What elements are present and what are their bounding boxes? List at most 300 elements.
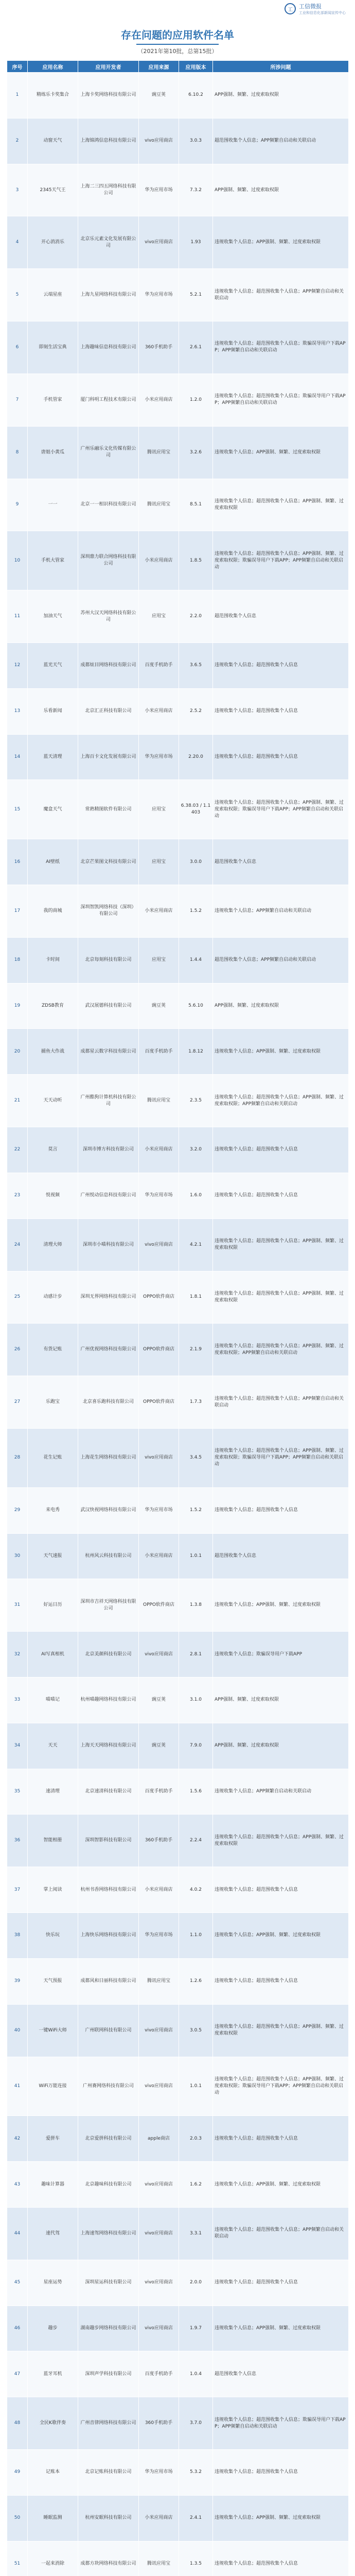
cell-app-name: 动窗天气	[28, 118, 78, 164]
table-row	[7, 590, 349, 643]
cell-no: 49	[7, 2450, 28, 2496]
cell-developer: 杭州风云科技有限公司	[78, 1533, 139, 1579]
cell-no: 10	[7, 531, 28, 590]
cell-source: 华为应用市场	[139, 1913, 179, 1959]
cell-source: 小米应用商店	[139, 1127, 179, 1173]
cell-source: 豌豆荚	[139, 983, 179, 1029]
cell-app-name: 云端星座	[28, 269, 78, 321]
cell-source: 豌豆荚	[139, 73, 179, 118]
cell-developer: 北京喜乐跑科技有限公司	[78, 1376, 139, 1429]
cell-issues: 违规收集个人信息；超范围收集个人信息；APP强制、频繁、过度索取权限；欺骗误导用户下载APP；APP频繁自启动和关联启动	[213, 1428, 349, 1487]
cell-app-name: 魔盒天气	[28, 780, 78, 839]
cell-no: 27	[7, 1376, 28, 1429]
cell-issues: 违规收集个人信息；超范围收集个人信息；APP强制、频繁、过度索取权限	[213, 479, 349, 531]
cell-developer: 武汉展德科技有限公司	[78, 983, 139, 1029]
cell-no: 48	[7, 2397, 28, 2450]
cell-developer: 深圳鼎力联合网络科技有限公司	[78, 531, 139, 590]
cell-source: vivo应用商店	[139, 216, 179, 269]
table-row	[7, 2260, 349, 2306]
cell-no: 17	[7, 885, 28, 938]
cell-app-name: 智能相册	[28, 1815, 78, 1867]
title-divider	[136, 44, 219, 45]
cell-no: 11	[7, 590, 28, 643]
cell-developer: 成都炫目网络科技有限公司	[78, 642, 139, 688]
cell-developer: 杭州安眠科技有限公司	[78, 2495, 139, 2541]
cell-source: 腾讯应用宝	[139, 426, 179, 479]
cell-issues: 违规收集个人信息；超范围收集个人信息；APP强制、频繁、过度索取权限	[213, 1218, 349, 1271]
table-row	[7, 2057, 349, 2116]
cell-version: 1.4.4	[179, 937, 213, 983]
cell-version: 2.8.1	[179, 1632, 213, 1677]
cell-app-name: 好运日历	[28, 1579, 78, 1632]
table-row	[7, 269, 349, 321]
cell-source: vivo应用商店	[139, 2162, 179, 2208]
cell-app-name: 悦视频	[28, 1173, 78, 1218]
table-row	[7, 1173, 349, 1218]
cell-no: 30	[7, 1533, 28, 1579]
table-row	[7, 983, 349, 1029]
cell-issues: 违规收集个人信息；超范围收集个人信息	[213, 2450, 349, 2496]
cell-source: OPPO软件商店	[139, 1376, 179, 1429]
cell-no: 25	[7, 1271, 28, 1324]
cell-no: 47	[7, 2351, 28, 2397]
cell-app-name: 蓝光天气	[28, 642, 78, 688]
cell-version: 3.0.0	[179, 839, 213, 885]
cell-issues: 超范围收集个人信息	[213, 1533, 349, 1579]
cell-developer: 上海趣味信息科技有限公司	[78, 321, 139, 374]
cell-issues: 违规收集个人信息；超范围收集个人信息；APP频繁自启动和关联启动	[213, 1376, 349, 1429]
cell-app-name: 即刻生活宝典	[28, 321, 78, 374]
cell-version: 4.0.2	[179, 1867, 213, 1913]
table-row	[7, 1632, 349, 1677]
column-header-source: 应用来源	[139, 61, 179, 73]
cell-developer: 北京趣味科技有限公司	[78, 2162, 139, 2208]
cell-app-name: 手机管家	[28, 374, 78, 426]
cell-developer: 广州优视网络科技有限公司	[78, 1324, 139, 1376]
table-row	[7, 2004, 349, 2057]
cell-version: 2.0.0	[179, 2260, 213, 2306]
cell-issues: 违规收集个人信息；APP强制、频繁、过度索取权限	[213, 216, 349, 269]
cell-source: 华为应用市场	[139, 1173, 179, 1218]
cell-no: 32	[7, 1632, 28, 1677]
table-row	[7, 479, 349, 531]
cell-no: 13	[7, 688, 28, 734]
cell-app-name: 清理大师	[28, 1218, 78, 1271]
cell-no: 9	[7, 479, 28, 531]
cell-no: 3	[7, 164, 28, 216]
cell-version: 1.6.2	[179, 2162, 213, 2208]
cell-issues: APP强制、频繁、过度索取权限	[213, 983, 349, 1029]
cell-issues: 超范围收集个人信息	[213, 839, 349, 885]
cell-version: 1.0.4	[179, 2351, 213, 2397]
cell-source: 腾讯应用宝	[139, 1958, 179, 2004]
table-body	[7, 73, 349, 2576]
cell-version: 1.5.2	[179, 885, 213, 938]
cell-issues: 违规收集个人信息；APP强制、频繁、过度索取权限	[213, 1579, 349, 1632]
cell-source: 百度手机助手	[139, 1769, 179, 1815]
cell-version: 3.0.5	[179, 2004, 213, 2057]
cell-version: 3.2.0	[179, 1127, 213, 1173]
app-list-table	[7, 60, 349, 2576]
cell-developer: 北京爱拼科技有限公司	[78, 2116, 139, 2162]
cell-no: 14	[7, 734, 28, 780]
cell-app-name: 一键WiFi大师	[28, 2004, 78, 2057]
cell-developer: 深圳市小喵科技有限公司	[78, 1218, 139, 1271]
table-row	[7, 1029, 349, 1075]
cell-no: 35	[7, 1769, 28, 1815]
table-header	[7, 61, 349, 73]
cell-source: 小米应用商店	[139, 531, 179, 590]
cell-developer: 上海花生网络科技有限公司	[78, 1428, 139, 1487]
cell-version: 3.7.0	[179, 2397, 213, 2450]
cell-no: 50	[7, 2495, 28, 2541]
cell-source: 华为应用市场	[139, 1487, 179, 1533]
cell-developer: 深圳声学科技有限公司	[78, 2351, 139, 2397]
table-row	[7, 1218, 349, 1271]
cell-app-name: 来电秀	[28, 1487, 78, 1533]
table-row	[7, 1579, 349, 1632]
cell-app-name: 掌上阅读	[28, 1867, 78, 1913]
cell-app-name: 乐看新闻	[28, 688, 78, 734]
table-row	[7, 1815, 349, 1867]
table-row	[7, 2450, 349, 2496]
cell-app-name: 花生记账	[28, 1428, 78, 1487]
cell-developer: 成都星云数字科技有限公司	[78, 1029, 139, 1075]
cell-app-name: 快乐玩	[28, 1913, 78, 1959]
cell-source: apple商店	[139, 2116, 179, 2162]
page-title: 存在问题的应用软件名单	[121, 29, 234, 41]
cell-no: 23	[7, 1173, 28, 1218]
cell-source: 百度手机助手	[139, 642, 179, 688]
cell-app-name: 唐姐小黄瓜	[28, 426, 78, 479]
cell-developer: 深圳无界网络科技有限公司	[78, 1271, 139, 1324]
cell-developer: 上海速驾网络科技有限公司	[78, 2207, 139, 2260]
table-row	[7, 118, 349, 164]
cell-no: 19	[7, 983, 28, 1029]
cell-version: 2.2.0	[179, 590, 213, 643]
table-row	[7, 2541, 349, 2576]
cell-developer: 上海二三四五网络科技有限公司	[78, 164, 139, 216]
cell-developer: 杭州喵趣网络科技有限公司	[78, 1677, 139, 1723]
cell-issues: 违规收集个人信息；超范围收集个人信息	[213, 1867, 349, 1913]
cell-developer: 武汉快视网络科技有限公司	[78, 1487, 139, 1533]
table-row	[7, 688, 349, 734]
table-row	[7, 2116, 349, 2162]
table-row	[7, 1271, 349, 1324]
cell-developer: 成都风和日丽科技有限公司	[78, 1958, 139, 2004]
cell-app-name: 速代驾	[28, 2207, 78, 2260]
cell-version: 2.4.1	[179, 2495, 213, 2541]
cell-app-name: 手机大管家	[28, 531, 78, 590]
table-row	[7, 531, 349, 590]
cell-developer: 上海九星网络科技有限公司	[78, 269, 139, 321]
table-row	[7, 2207, 349, 2260]
cell-version: 2.1.9	[179, 1324, 213, 1376]
cell-source: OPPO软件商店	[139, 1324, 179, 1376]
cell-app-name: 精练乐卡奖集合	[28, 73, 78, 118]
cell-version: 1.8.12	[179, 1029, 213, 1075]
cell-developer: 广州酷狗计算机科技有限公司	[78, 1075, 139, 1127]
cell-app-name: 蓝天清理	[28, 734, 78, 780]
cell-app-name: 捕鱼大作战	[28, 1029, 78, 1075]
table-row	[7, 642, 349, 688]
cell-developer: 北京记账科技有限公司	[78, 2450, 139, 2496]
cell-issues: 超范围收集个人信息；APP频繁自启动和关联启动	[213, 118, 349, 164]
cell-source: 百度手机助手	[139, 2351, 179, 2397]
cell-issues: 违规收集个人信息；超范围收集个人信息	[213, 734, 349, 780]
cell-developer: 北京芒果图文科技有限公司	[78, 839, 139, 885]
cell-issues: 违规收集个人信息；APP强制、频繁、过度索取权限	[213, 2495, 349, 2541]
table-row	[7, 1958, 349, 2004]
cell-app-name: ZDSB教育	[28, 983, 78, 1029]
cell-issues: 违规收集个人信息；超范围收集个人信息；APP强制、频繁、过度索取权限；欺骗误导用户下载APP；APP频繁自启动和关联启动	[213, 780, 349, 839]
cell-version: 2.6.1	[179, 321, 213, 374]
cell-developer: 深圳智影科技有限公司	[78, 1815, 139, 1867]
cell-issues: 超范围收集个人信息；APP频繁自启动和关联启动	[213, 937, 349, 983]
cell-developer: 上海锦鸿信息科技有限公司	[78, 118, 139, 164]
cell-issues: 违规收集个人信息；欺骗误导用户下载APP	[213, 1632, 349, 1677]
cell-source: vivo应用商店	[139, 1632, 179, 1677]
cell-issues: APP强制、频繁、过度索取权限	[213, 1677, 349, 1723]
cell-source: vivo应用商店	[139, 1428, 179, 1487]
table-row	[7, 1913, 349, 1959]
cell-source: 华为应用市场	[139, 269, 179, 321]
cell-issues: 违规收集个人信息；超范围收集个人信息	[213, 1127, 349, 1173]
cell-source: 应用宝	[139, 839, 179, 885]
cell-no: 6	[7, 321, 28, 374]
cell-no: 22	[7, 1127, 28, 1173]
cell-app-name: 2345天气王	[28, 164, 78, 216]
cell-source: 360手机助手	[139, 1815, 179, 1867]
cell-issues: 违规收集个人信息；超范围收集个人信息	[213, 1958, 349, 2004]
cell-issues: 违规收集个人信息；APP强制、频繁、过度索取权限	[213, 426, 349, 479]
cell-source: 腾讯应用宝	[139, 2541, 179, 2576]
cell-version: 1.1.0	[179, 1913, 213, 1959]
cell-app-name: 睡眠监测	[28, 2495, 78, 2541]
cell-developer: 上海卡奖网络科技有限公司	[78, 73, 139, 118]
cell-version: 5.2.1	[179, 269, 213, 321]
cell-app-name: 爱拼车	[28, 2116, 78, 2162]
cell-developer: 广州联网科技有限公司	[78, 2004, 139, 2057]
cell-issues: 违规收集个人信息；APP强制、频繁、过度索取权限	[213, 2162, 349, 2208]
cell-issues: 违规收集个人信息；APP强制、频繁、过度索取权限	[213, 2306, 349, 2351]
table-row	[7, 2162, 349, 2208]
cell-developer: 北京汇正科技有限公司	[78, 688, 139, 734]
cell-no: 43	[7, 2162, 28, 2208]
cell-app-name: 动感计步	[28, 1271, 78, 1324]
cell-no: 44	[7, 2207, 28, 2260]
cell-no: 28	[7, 1428, 28, 1487]
cell-version: 1.3.5	[179, 2541, 213, 2576]
cell-no: 1	[7, 73, 28, 118]
cell-version: 3.0.3	[179, 118, 213, 164]
cell-issues: 违规收集个人信息；超范围收集个人信息；APP强制、频繁、过度索取权限；欺骗误导用户下载APP；APP频繁自启动和关联启动	[213, 2057, 349, 2116]
cell-version: 2.5.2	[179, 688, 213, 734]
cell-issues: 违规收集个人信息；超范围收集个人信息；APP强制、频繁、过度索取权限	[213, 1271, 349, 1324]
table-row	[7, 2495, 349, 2541]
cell-issues: 违规收集个人信息；超范围收集个人信息；APP强制、频繁、过度索取权限；欺骗误导用户下载APP；APP频繁自启动和关联启动	[213, 531, 349, 590]
column-header-version: 应用版本	[179, 61, 213, 73]
cell-developer: 北京一一相识科技有限公司	[78, 479, 139, 531]
cell-app-name: AI写真相机	[28, 1632, 78, 1677]
table-row	[7, 1769, 349, 1815]
table-row	[7, 216, 349, 269]
cell-app-name: 卡时间	[28, 937, 78, 983]
cell-app-name: 天气预报	[28, 1958, 78, 2004]
cell-version: 3.3.1	[179, 2207, 213, 2260]
cell-source: OPPO软件商店	[139, 1579, 179, 1632]
cell-developer: 北京美颜科技有限公司	[78, 1632, 139, 1677]
cell-version: 3.6.5	[179, 642, 213, 688]
cell-source: 360手机助手	[139, 321, 179, 374]
cell-issues: 违规收集个人信息；超范围收集个人信息	[213, 1487, 349, 1533]
cell-developer: 苏州大汉天网络科技有限公司	[78, 590, 139, 643]
cell-developer: 北京速清科技有限公司	[78, 1769, 139, 1815]
cell-source: 小米应用商店	[139, 2495, 179, 2541]
cell-source: 应用宝	[139, 590, 179, 643]
cell-issues: 违规收集个人信息；超范围收集个人信息；欺骗误导用户下载APP；APP频繁自启动和关联启动	[213, 2397, 349, 2450]
cell-developer: 广州悦动信息科技有限公司	[78, 1173, 139, 1218]
table-row	[7, 426, 349, 479]
cell-no: 15	[7, 780, 28, 839]
cell-developer: 上海百卡文化发展有限公司	[78, 734, 139, 780]
cell-version: 1.7.3	[179, 1376, 213, 1429]
cell-source: 豌豆荚	[139, 1677, 179, 1723]
cell-developer: 上海快乐网络科技有限公司	[78, 1913, 139, 1959]
cell-version: 8.5.1	[179, 479, 213, 531]
table-row	[7, 1324, 349, 1376]
cell-no: 7	[7, 374, 28, 426]
cell-developer: 深圳智凯网络科技（深圳）有限公司	[78, 885, 139, 938]
cell-version: 3.2.6	[179, 426, 213, 479]
cell-issues: 违规收集个人信息；APP强制、频繁、过度索取权限	[213, 1913, 349, 1959]
cell-developer: 常熟精图软件有限公司	[78, 780, 139, 839]
cell-source: 豌豆荚	[139, 1723, 179, 1769]
cell-issues: 违规收集个人信息；超范围收集个人信息	[213, 2116, 349, 2162]
cell-issues: 违规收集个人信息；超范围收集个人信息；APP频繁自启动和关联启动	[213, 269, 349, 321]
cell-version: 2.0.3	[179, 2116, 213, 2162]
cell-app-name: AI壁纸	[28, 839, 78, 885]
cell-developer: 广州赛网络科技有限公司	[78, 2057, 139, 2116]
table-row	[7, 734, 349, 780]
cell-issues: APP强制、频繁、过度索取权限	[213, 164, 349, 216]
cell-developer: 广州音律网络科技有限公司	[78, 2397, 139, 2450]
cell-source: 360手机助手	[139, 2397, 179, 2450]
cell-issues: 超范围收集个人信息	[213, 590, 349, 643]
cell-source: 华为应用市场	[139, 164, 179, 216]
cell-no: 45	[7, 2260, 28, 2306]
cell-version: 2.20.0	[179, 734, 213, 780]
cell-developer: 成都方块网络科技有限公司	[78, 2541, 139, 2576]
column-header-issues: 所涉问题	[213, 61, 349, 73]
cell-no: 51	[7, 2541, 28, 2576]
cell-app-name: 加油天气	[28, 590, 78, 643]
cell-version: 1.3.8	[179, 1579, 213, 1632]
cell-no: 21	[7, 1075, 28, 1127]
cell-issues: 违规收集个人信息；超范围收集个人信息	[213, 688, 349, 734]
table-row	[7, 2351, 349, 2397]
cell-app-name: 全民K歌伴奏	[28, 2397, 78, 2450]
cell-no: 8	[7, 426, 28, 479]
cell-no: 4	[7, 216, 28, 269]
cell-app-name: 蓝牙耳机	[28, 2351, 78, 2397]
cell-version: 1.0.1	[179, 1533, 213, 1579]
cell-version: 3.1.0	[179, 1677, 213, 1723]
cell-source: 小米应用商店	[139, 688, 179, 734]
cell-no: 24	[7, 1218, 28, 1271]
cell-source: vivo应用商店	[139, 2260, 179, 2306]
cell-issues: 违规收集个人信息；超范围收集个人信息；APP频繁自启动和关联启动	[213, 2207, 349, 2260]
cell-app-name: 趣味计算器	[28, 2162, 78, 2208]
cell-app-name: 记账本	[28, 2450, 78, 2496]
cell-source: OPPO软件商店	[139, 1271, 179, 1324]
cell-source: 小米应用商店	[139, 885, 179, 938]
cell-developer: 北京每刻科技有限公司	[78, 937, 139, 983]
cell-version: 1.6.0	[179, 1173, 213, 1218]
cell-no: 2	[7, 118, 28, 164]
cell-source: vivo应用商店	[139, 2306, 179, 2351]
cell-issues: APP强制、频繁、过度索取权限	[213, 1723, 349, 1769]
cell-app-name: 喵喵记	[28, 1677, 78, 1723]
table-row	[7, 1428, 349, 1487]
cell-version: 6.10.2	[179, 73, 213, 118]
cell-no: 40	[7, 2004, 28, 2057]
cell-app-name: 速清理	[28, 1769, 78, 1815]
cell-version: 4.2.1	[179, 1218, 213, 1271]
table-row	[7, 1376, 349, 1429]
cell-version: 1.2.0	[179, 374, 213, 426]
cell-version: 2.3.5	[179, 1075, 213, 1127]
cell-source: 华为应用市场	[139, 2450, 179, 2496]
cell-issues: 违规收集个人信息；超范围收集个人信息；APP强制、频繁、过度索取权限	[213, 2004, 349, 2057]
cell-issues: 违规收集个人信息；超范围收集个人信息；APP强制、频繁、过度索取权限；APP频繁自启动和关联启动	[213, 1324, 349, 1376]
cell-source: 百度手机助手	[139, 1029, 179, 1075]
cell-no: 36	[7, 1815, 28, 1867]
cell-version: 5.6.10	[179, 983, 213, 1029]
cell-source: 小米应用商店	[139, 374, 179, 426]
cell-version: 1.5.2	[179, 1487, 213, 1533]
cell-version: 6.38.03 / 1.1403	[179, 780, 213, 839]
cell-app-name: 天天	[28, 1723, 78, 1769]
cell-developer: 厦门科明工程技术有限公司	[78, 374, 139, 426]
cell-app-name: 一起来消除	[28, 2541, 78, 2576]
cell-issues: 超范围收集个人信息	[213, 2351, 349, 2397]
cell-version: 1.93	[179, 216, 213, 269]
cell-source: vivo应用商店	[139, 1218, 179, 1271]
cell-app-name: 我的商城	[28, 885, 78, 938]
cell-version: 1.0.1	[179, 2057, 213, 2116]
cell-app-name: 天天动听	[28, 1075, 78, 1127]
table-row	[7, 780, 349, 839]
cell-version: 2.2.4	[179, 1815, 213, 1867]
table-row	[7, 321, 349, 374]
cell-issues: 违规收集个人信息；超范围收集个人信息	[213, 1173, 349, 1218]
cell-issues: 违规收集个人信息；超范围收集个人信息	[213, 2260, 349, 2306]
table-row	[7, 2397, 349, 2450]
table-row	[7, 164, 349, 216]
brand-text	[299, 2, 346, 15]
cell-issues: 违规收集个人信息；APP频繁自启动和关联启动	[213, 885, 349, 938]
cell-version: 3.4.5	[179, 1428, 213, 1487]
cell-source: 腾讯应用宝	[139, 479, 179, 531]
cell-source: 小米应用商店	[139, 1533, 179, 1579]
cell-app-name: 星座运势	[28, 2260, 78, 2306]
cell-no: 31	[7, 1579, 28, 1632]
cell-no: 18	[7, 937, 28, 983]
cell-version: 7.3.2	[179, 164, 213, 216]
cell-developer: 湖南趣步网络科技有限公司	[78, 2306, 139, 2351]
cell-issues: 违规收集个人信息；超范围收集个人信息；APP强制、频繁、过度索取权限	[213, 1815, 349, 1867]
